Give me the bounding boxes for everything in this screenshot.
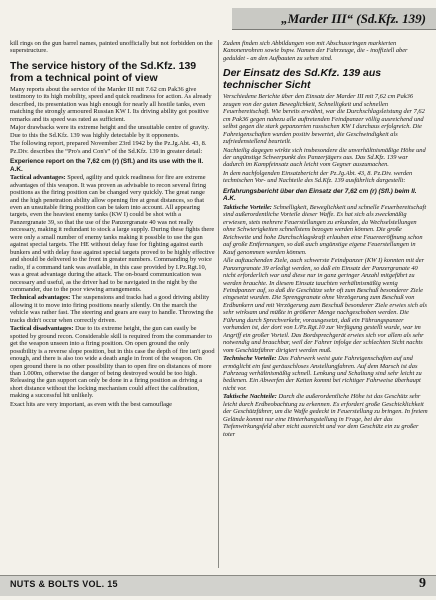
tactical-advantages-text: Speed, agility and quick readiness for fire are extreme advantages of this weapon. It was proven as advisable to recon several firing positions as the firing position can be changed very quickly. The great range and the high penetration ability allow opening fire at great distances, so that even an unsuitable firing position can be taken into account. All appearing targets, even the heaviest enemy tanks (KW I) could be shot with a Panzergranate 39, so that the use of the Panzergranate 40 was not really necessary, making it redundant to stock a large supply. During these fights there were only a small number of enemy tanks making it possible to use the gun against special targets. The HE without delay fuse for fighting against earth bunkers and with delay fuse against special targets proved to be highly effective and should be delivered to the front in greater numbers. Commanding by voice radio, if a command tank was available, in this case provided by I.Pz.Rgt.10, was a great advantage during the attack. The on-board communication was necessary and useful, as the driver had to be navigated in the night by the commander, due to the poor viewing arrangements. xyxy=(10,174,215,293)
paragraph: In dem nachfolgenden Einsatzbericht der Pz.Jg.Abt. 43, 8. Pz.Div. werden technischen Vor- und Nachteile des Sd.Kfz. 139 ausführlich dargestellt: xyxy=(223,169,413,185)
paragraph xyxy=(10,325,215,400)
tactical-disadvantages-label: Tactical disadvantages: xyxy=(10,325,74,333)
intro-text: Zudem finden sich Abbildungen von mit Abschussringen markierten Kanonenrohren sowie bspw. Namen der Fahrzeuge, die - inoffiziell aber geduldet - an den Aufbauten zu sehen sind. xyxy=(223,40,408,62)
paragraph: Alle auftauchenden Ziele, auch schwerste Feindpanzer (KW I) konnten mit der Panzergranate 39 erledigt werden, so daß ein Einsatz der Panzergranate 40 nicht erforderlich war und diese nur in ganz geringer Anzahl mitgeführt zu werden brauchte. In diesem Einsatz tauchten verhältnismäßig wenig Feindpanzer auf, so daß die Geschütze sehr oft zum Beschuß besonderer Ziele eingesetzt wurden. Die Sprenggranate ohne Verzögerung zum Beschuß von Erdbunkern und mit Verzögerung zum Beschuß besonderer Ziele erwies sich als sehr wirksam und müßte in größerer Menge nachgeschoben werden. Die Führung durch Sprechverkehr, vorausgesetzt, daß ein Führungspanzer vorhanden ist, der dort von I./Pz.Rgt.10 zur Verfügung gestellt wurde, war im Angriff ein großer Vorteil. Das Bordsprechgerät erwies sich vor allem als sehr notwendig und brauchbar, weil der Fahrer infolge der schlechten Sicht nachts vom Geschützführer dirigiert werden muß. xyxy=(223,257,427,354)
running-header: „Marder III“ (Sd.Kfz. 139) xyxy=(232,8,436,30)
technical-advantages-label: Technische Vorteile: xyxy=(223,355,277,363)
tactical-advantages-text: Schnelligkeit, Beweglichkeit und schnelle Feuerbereitschaft sind außerordentliche Vorteile dieser Waffe. Es hat sich als zweckmäßig erwiesen, stets mehrere Feuerstellungen zu erkunden, da Wechselstellungen ohne Schwierigkeiten schnellstens bezogen werden können. Die große Reichweite und hohe Durchschlagskraft erlauben eine Feuereeröffnung schon auf große Entfernungen, so daß auch ungünstige eigene Feuerstellungen in Kauf genommen werden können. xyxy=(223,203,427,256)
publication-title: NUTS & BOLTS VOL. 15 xyxy=(10,579,118,589)
paragraph xyxy=(223,204,428,256)
intro-text: kill rings on the gun barrel names, painted unofficially but not forbidden on the superstructure. xyxy=(10,40,213,55)
paragraph xyxy=(223,393,428,438)
tactical-advantages-label: Tactical advantages: xyxy=(10,174,66,182)
paragraph: Many reports about the service of the Marder III mit 7.62 cm Pak36 give testimony to its high mobility, speed and quick readiness for action. As already described, its presentation was high enough for nearly all hostile tanks, even matching the strongly armoured Russian KW I. Its driving ability got positive remarks and its speed was rated as sufficient. xyxy=(10,85,212,123)
paragraph xyxy=(223,355,428,392)
paragraph: Exact hits are very important, as even with the best camouflage xyxy=(10,400,173,408)
paragraph xyxy=(10,294,215,324)
paragraph: The following report, prepared November 23rd 1942 by the Pz.Jg.Abt. 43, 8. Pz.Div. describes the “Pro's and Con's” of the Sd.Kfz. 139 in greater detail: xyxy=(10,140,207,155)
section-heading: The service history of the Sd.Kfz. 139 from a technical point of view xyxy=(10,59,197,84)
page-number: 9 xyxy=(419,576,426,591)
tactical-disadvantages-text: Due to its extreme height, the gun can easily be spotted by ground recon. Considerable skill is required from the commander to get the weapon unseen into a firing position. On open ground the only possibility is a reverse slope position, but in this case the depth of fire isn't good enough, and there is also too wide a death angle in front of the weapon. On open ground there is no other possibility than to open fire on distances of more than 1.000m, otherwise the danger of being destroyed would be too high. Releasing the gun support can only be done in a firing position as driving a short distance without the locking mechanism could affect the calibration, making a successful hit unlikely. xyxy=(10,325,215,400)
english-column xyxy=(10,40,215,570)
paragraph: Major drawbacks were its extreme height and the unsuitable centre of gravity. Due to this the Sd.Kfz. 139 was highly detectable by it opponents. xyxy=(10,124,210,139)
technical-advantages-label: Technical advantages: xyxy=(10,294,71,302)
column-divider xyxy=(218,40,219,568)
paragraph: Nachteilig dagegen wirkte sich insbesondere die unverhältnismäßige Höhe und der ungünstige Schwerpunkt des Panzerjägers aus. Das Sd.Kfz. 139 war dadurch im Kampfeinsatz auch leicht vom Gegner auszumachen. xyxy=(223,146,426,169)
tactical-advantages-label: Taktische Vorteile: xyxy=(223,203,272,211)
paragraph xyxy=(10,174,215,293)
technical-advantages-text: The suspensions and tracks had a good driving ability allowing it to move into firing positions nearly silently. On the march the vehicle was rather fast. The steering and gears are easy to handle. Throwing the tracks didn't occur when correctly driven. xyxy=(10,294,214,324)
tactical-disadvantages-label: Taktische Nachteile: xyxy=(223,393,277,401)
paragraph: Verschiedene Berichte über den Einsatz der Marder III mit 7,62 cm Pak36 zeugen von der guten Beweglichkeit, Schnelligkeit und schnellen Feuerbereitschaft. Wie bereits erwähnt, war die Durchschlagsleistung der 7,62 cm Pak36 gegen nahezu alle auftretenden Feindpanzer völlig ausreichend und selbst gegen die stark gepanzerten russischen KW I durchaus erfolgreich. Die Fahreigenschaften wurden positiv bewertet, die Geschwindigkeit als zufriedenstellend beurteilt. xyxy=(223,93,425,146)
section-heading: Der Einsatz des Sd.Kfz. 139 aus technischer Sicht xyxy=(223,67,382,92)
report-title: Experience report on the 7,62 cm (r) (Sfl.) and its use with the II. A.K. xyxy=(10,157,204,173)
report-title: Erfahrungsbericht über den Einsatz der 7,62 cm (r) (Sfl.) beim II. A.K. xyxy=(223,187,417,203)
tactical-disadvantages-text: Durch die außerordentliche Höhe ist das Geschütz sehr leicht durch Erdbeobachtung zu erkennen. Es erfordert große Geschicklichkeit der Geschützführer, um die Waffe gedeckt in Feuerstellung zu bringen. In freiem Gelände kommt nur eine Hinterhangstellung in Frage, bei der das Tiefenwirkungsfeld aber nicht ausreicht und vor dem Geschütz ein zu großer toter xyxy=(223,393,428,438)
technical-advantages-text: Das Fahrwerk weist gute Fahreigenschaften auf und ermöglicht ein fast geräuschloses Anstellungfahren. Auf dem Marsch ist das Fahrzeug verhältnismäßig schnell. Lenkung und Schaltung sind sehr leicht zu bedienen. Ein Abwerfen der Ketten kommt bei richtiger Fahrweise überhaupt nicht vor. xyxy=(223,355,422,392)
german-column xyxy=(223,40,428,570)
